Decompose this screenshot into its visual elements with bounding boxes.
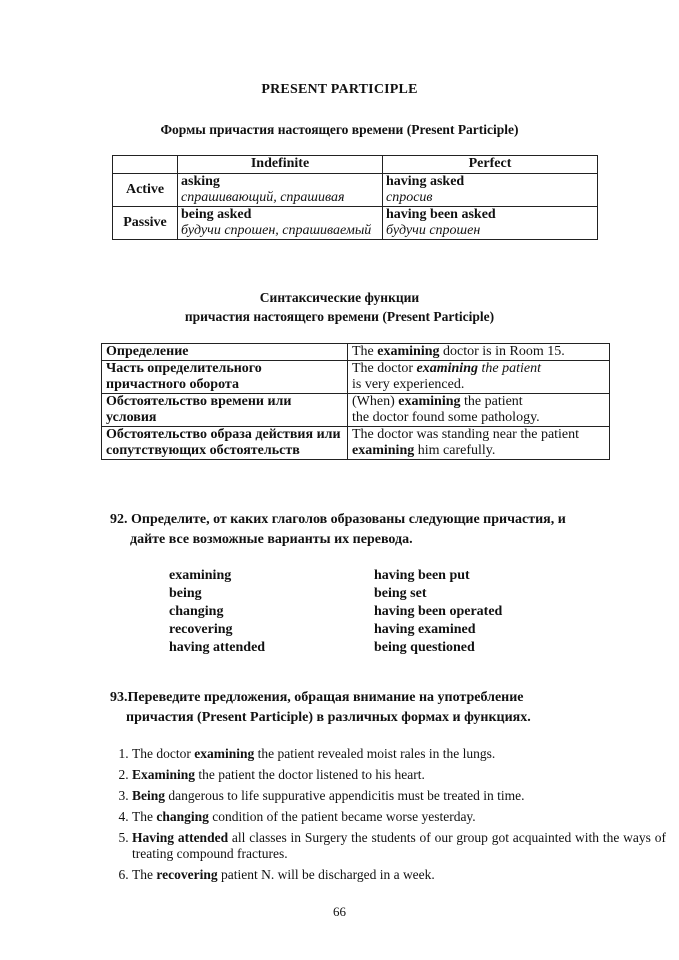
table-row: [102, 361, 610, 394]
table-row: [102, 394, 610, 427]
page-number: 66: [333, 904, 346, 919]
function-label: Обстоятельство времени или условия: [102, 394, 348, 427]
form-text: being asked: [181, 207, 252, 222]
cell-active-indefinite: [178, 174, 383, 207]
cell-passive-perfect: [383, 207, 598, 240]
example-cell: The examining doctor is in Room 15.: [348, 344, 610, 361]
table-row: [102, 344, 610, 361]
list-item: recovering: [169, 622, 233, 637]
list-item: 6. The recovering patient N. will be discharged in a week.: [132, 867, 666, 883]
row-label-passive: Passive: [113, 207, 178, 240]
page-title: PRESENT PARTICIPLE: [261, 82, 418, 97]
translation-text: спросив: [386, 190, 433, 205]
list-item: 2. Examining the patient the doctor listened to his heart.: [132, 767, 666, 783]
list-item: 3. Being dangerous to life suppurative appendicitis must be treated in time.: [132, 788, 666, 804]
key-word: changing: [156, 809, 209, 824]
list-item: 4. The changing condition of the patient became worse yesterday.: [132, 809, 666, 825]
functions-title-line1: Синтаксические функции: [259, 290, 420, 305]
word-list-right: [374, 567, 502, 657]
task-93-heading: 93.Переведите предложения, обращая внимание на употребление причастия (Present Participle) в различных формах и функциях.: [110, 690, 531, 725]
list-item: being questioned: [374, 640, 475, 655]
key-word: examining: [416, 361, 478, 376]
function-label: Часть определительного причастного оборота: [102, 361, 348, 394]
form-text: having been asked: [386, 207, 496, 222]
function-label: Обстоятельство образа действия или сопутствующих обстоятельств: [102, 427, 348, 460]
key-word: Being: [132, 788, 166, 803]
task-92-heading: 92. Определите, от каких глаголов образованы следующие причастия, и дайте все возможные варианты их перевода.: [110, 512, 566, 547]
list-item: being: [169, 586, 202, 601]
list-item: having been put: [374, 568, 470, 583]
list-item: having examined: [374, 622, 476, 637]
list-item: examining: [169, 568, 232, 583]
key-word: examining: [398, 394, 461, 409]
key-word: examining: [377, 344, 440, 359]
functions-table-title: [0, 288, 679, 326]
key-word: Having attended: [132, 830, 229, 845]
translation-text: будучи спрошен, спрашиваемый: [181, 223, 372, 238]
functions-title-line2: причастия настоящего времени (Present Participle): [184, 309, 495, 324]
function-label: Определение: [102, 344, 348, 361]
table-row: [102, 427, 610, 460]
header-indefinite: Indefinite: [178, 156, 383, 174]
key-word: Examining: [132, 767, 196, 782]
corner-cell: [113, 156, 178, 174]
header-perfect: Perfect: [383, 156, 598, 174]
form-text: having asked: [386, 174, 465, 189]
translation-text: спрашивающий, спрашивая: [181, 190, 345, 205]
row-label-active: Active: [113, 174, 178, 207]
participle-forms-table: [112, 155, 598, 240]
list-item: being set: [374, 586, 427, 601]
cell-active-perfect: [383, 174, 598, 207]
list-item: having attended: [169, 640, 266, 655]
participle-functions-table: [101, 343, 610, 460]
key-word: examining: [352, 443, 415, 458]
word-list-left: [169, 567, 265, 657]
example-cell: (When) examining the patient the doctor found some pathology.: [348, 394, 610, 427]
translation-text: будучи спрошен: [386, 223, 481, 238]
list-item: changing: [169, 604, 224, 619]
list-item: having been operated: [374, 604, 503, 619]
list-item: 5. Having attended all classes in Surgery the students of our group got acquainted with the ways of treating compound fractures.: [132, 830, 666, 862]
example-cell: The doctor was standing near the patient examining him carefully.: [348, 427, 610, 460]
list-item: 1. The doctor examining the patient revealed moist rales in the lungs.: [132, 746, 666, 762]
key-word: recovering: [156, 867, 218, 882]
example-cell: The doctor examining the patient is very experienced.: [348, 361, 610, 394]
cell-passive-indefinite: [178, 207, 383, 240]
form-text: asking: [181, 174, 220, 189]
forms-table-title: Формы причастия настоящего времени (Present Participle): [160, 122, 519, 137]
key-word: examining: [194, 746, 255, 761]
sentence-list: [110, 746, 666, 888]
